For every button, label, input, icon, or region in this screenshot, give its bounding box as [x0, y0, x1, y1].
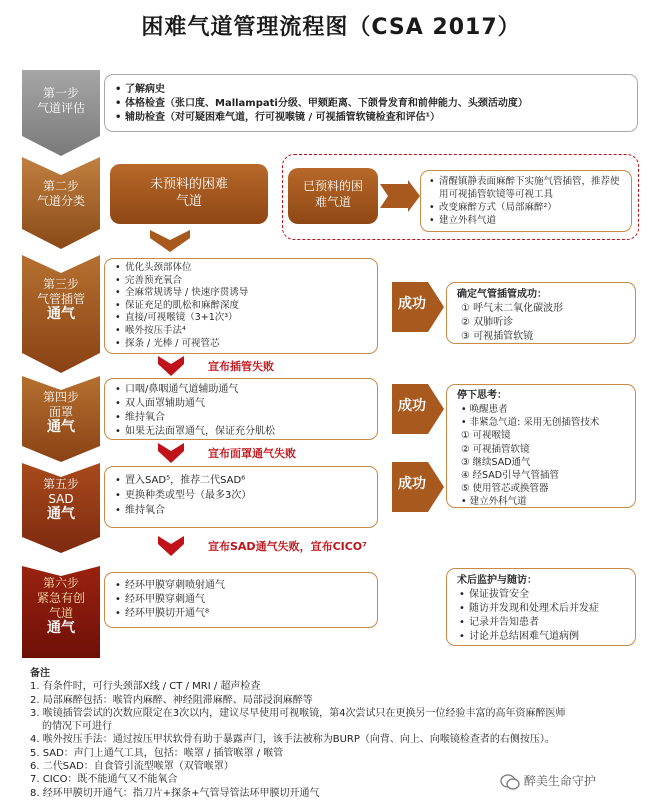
note-item: 7. CICO：既不能通气又不能氧合 [30, 774, 178, 786]
step-1-label-1: 第一步 [42, 86, 79, 100]
stop-item: • 非紧急气道: 采用无创插管技术 [461, 417, 600, 429]
postop-item: • 随访并发现和处理术后并发症 [457, 602, 625, 616]
step-6-chevron [22, 566, 100, 658]
step-3-item: • 全麻常规诱导 / 快速序贯诱导 [113, 287, 369, 300]
step-5-label-2: SAD [48, 492, 74, 506]
step-1-chevron [22, 70, 100, 156]
note-item: 5. SAD：声门上通气工具，包括：喉罩 / 插管喉罩 / 喉管 [30, 747, 284, 759]
step-5-item: • 置入SAD⁵，推荐二代SAD⁶ [113, 473, 369, 488]
step-1-item: • 体格检查（张口度、Mallampati分级、甲颏距离、下颌骨发育和前伸能力、头颈活动度） [113, 97, 629, 111]
step-2-label-1: 第二步 [42, 179, 79, 193]
step-6-label-1: 第六步 [42, 576, 79, 590]
stop-item: • 唤醒患者 [461, 404, 508, 415]
unpredicted-label: 未预料的困难气道 [149, 177, 228, 209]
chevron-down-icon [150, 230, 190, 252]
success-arrow-5 [392, 462, 444, 512]
stop-box [446, 384, 636, 508]
note-item: 8. 经环甲膜切开通气：指刀片+探条+气管导管法环甲膜切开通气 [30, 787, 320, 799]
wechat-icon [500, 774, 520, 790]
step-3-chevron [22, 255, 100, 373]
postop-item: • 保证拔管安全 [457, 588, 625, 602]
step-1-box [104, 74, 638, 132]
step-4-item: • 双人面罩辅助通气 [113, 397, 369, 411]
predicted-item: • 改变麻醉方式（局部麻醉²） [427, 201, 625, 214]
unpredicted-box [110, 164, 268, 224]
note-item: 1. 有条件时，可行头颈部X线 / CT / MRI / 超声检查 [30, 681, 261, 693]
success-arrow-4 [392, 384, 444, 434]
step-6-label-2: 紧急有创气道 [36, 591, 85, 620]
predicted-label: 已预料的困难气道 [302, 179, 363, 209]
postop-box [446, 568, 636, 646]
note-item: 4. 喉外按压手法：通过按压甲状软骨有助于暴露声门，该手法被称为BURP（向背、向上、向喉镜检查者的右侧按压）。 [30, 734, 555, 746]
step-3-item: • 直接/可视喉镜（3+1次³） [113, 312, 369, 325]
step-4-item: • 如果无法面罩通气，保证充分肌松 [113, 425, 369, 439]
watermark [500, 772, 596, 790]
stop-item: ⑤ 使用管芯或换管器 [461, 483, 549, 495]
fail-mask-text: 宣布面罩通气失败 [208, 447, 296, 460]
stop-title: 停下思考： [457, 390, 507, 401]
step-6-item: • 经环甲膜穿刺喷射通气 [113, 579, 369, 593]
notes-heading: 备注 [30, 668, 50, 679]
confirm-item: ② 双肺听诊 [461, 317, 514, 328]
success-label: 成功 [398, 398, 426, 414]
step-1-item: • 了解病史 [113, 83, 629, 97]
success-label: 成功 [398, 476, 426, 492]
step-1-label-2: 气道评估 [36, 101, 85, 115]
watermark-text: 醉美生命守护 [523, 774, 596, 788]
step-2-chevron [22, 157, 100, 249]
step-4-label-3: 通气 [47, 419, 75, 435]
step-5-label-1: 第五步 [42, 477, 79, 491]
step-4-chevron [22, 376, 100, 462]
stop-item: ② 可视插管软镜 [461, 443, 530, 455]
step-5-label-3: 通气 [47, 506, 75, 522]
fail-sad-text: 宣布SAD通气失败，宣布CICO⁷ [208, 540, 367, 553]
confirm-title: 确定气管插管成功： [457, 289, 547, 300]
stop-item: • 建立外科气道 [461, 496, 527, 508]
note-item: 2. 局部麻醉包括：喉管内麻醉、神经阻滞麻醉、局部浸润麻醉等 [30, 694, 313, 706]
step-4-label-2: 面罩 [48, 405, 73, 419]
step-5-box [104, 466, 378, 528]
confirm-item: ③ 可视插管软镜 [461, 331, 534, 342]
confirm-box [446, 282, 636, 344]
arrow-right-icon [380, 180, 420, 212]
step-5-chevron [22, 463, 100, 553]
page-title: 困难气道管理流程图（CSA 2017） [141, 15, 521, 40]
step-6-item: • 经环甲膜穿刺通气 [113, 593, 369, 607]
step-6-item: • 经环甲膜切开通气⁸ [113, 607, 369, 621]
step-3-label-3: 通气 [47, 306, 75, 322]
stop-item: ① 可视喉镜 [461, 430, 511, 442]
step-2-label-2: 气道分类 [36, 194, 85, 208]
postop-item: • 讨论并总结困难气道病例 [457, 630, 625, 644]
step-1-item: • 辅助检查（对可疑困难气道，行可视喉镜 / 可视插管软镜检查和评估¹） [113, 111, 629, 125]
chevron-down-icon [158, 356, 184, 376]
chevron-down-icon [158, 536, 184, 556]
step-6-label-3: 通气 [47, 620, 75, 636]
step-3-item: • 完善预充氧合 [113, 275, 369, 288]
predicted-item: • 清醒镇静表面麻醉下实施气管插管，推荐使用可视插管软镜等可视工具 [427, 175, 625, 201]
step-3-box [104, 258, 378, 354]
fail-intubation-text: 宣布插管失败 [208, 360, 274, 373]
note-item: 6. 二代SAD：自食管引流型喉罩（双管喉罩） [30, 761, 234, 773]
step-3-item: • 探条 / 光棒 / 可视管芯 [113, 338, 369, 351]
predicted-item: • 建立外科气道 [427, 214, 625, 227]
note-item: 的情况下可进行 [42, 721, 112, 733]
confirm-item: ① 呼气末二氧化碳波形 [461, 303, 564, 314]
postop-item: • 记录并告知患者 [457, 616, 625, 630]
step-6-box [104, 572, 378, 628]
step-3-item: • 喉外按压手法⁴ [113, 325, 369, 338]
chevron-down-icon [158, 443, 184, 463]
predicted-box [288, 168, 378, 224]
step-3-label-1: 第三步 [42, 277, 79, 291]
success-label: 成功 [398, 296, 426, 312]
step-3-item: • 保证充足的肌松和麻醉深度 [113, 300, 369, 313]
step-4-item: • 维持氧合 [113, 411, 369, 425]
step-4-item: • 口咽/鼻咽通气道辅助通气 [113, 383, 369, 397]
step-4-box [104, 378, 378, 440]
stop-item: ③ 继续SAD通气 [461, 456, 531, 468]
note-item: 3. 喉镜插管尝试的次数应限定在3次以内，建议尽早使用可视喉镜，第4次尝试只在更换另一位经验丰富的高年资麻醉医师 [30, 707, 566, 719]
success-arrow-3 [392, 282, 444, 332]
predicted-options-box [420, 170, 632, 232]
step-3-item: • 优化头颈部体位 [113, 262, 369, 275]
step-3-label-2: 气管插管 [36, 292, 85, 306]
postop-title: 术后监护与随访： [457, 575, 537, 586]
stop-item: ④ 经SAD引导气管插管 [461, 470, 560, 482]
step-5-item: • 维持氧合 [113, 503, 369, 518]
step-5-item: • 更换种类或型号（最多3次） [113, 488, 369, 503]
step-4-label-1: 第四步 [42, 390, 79, 404]
